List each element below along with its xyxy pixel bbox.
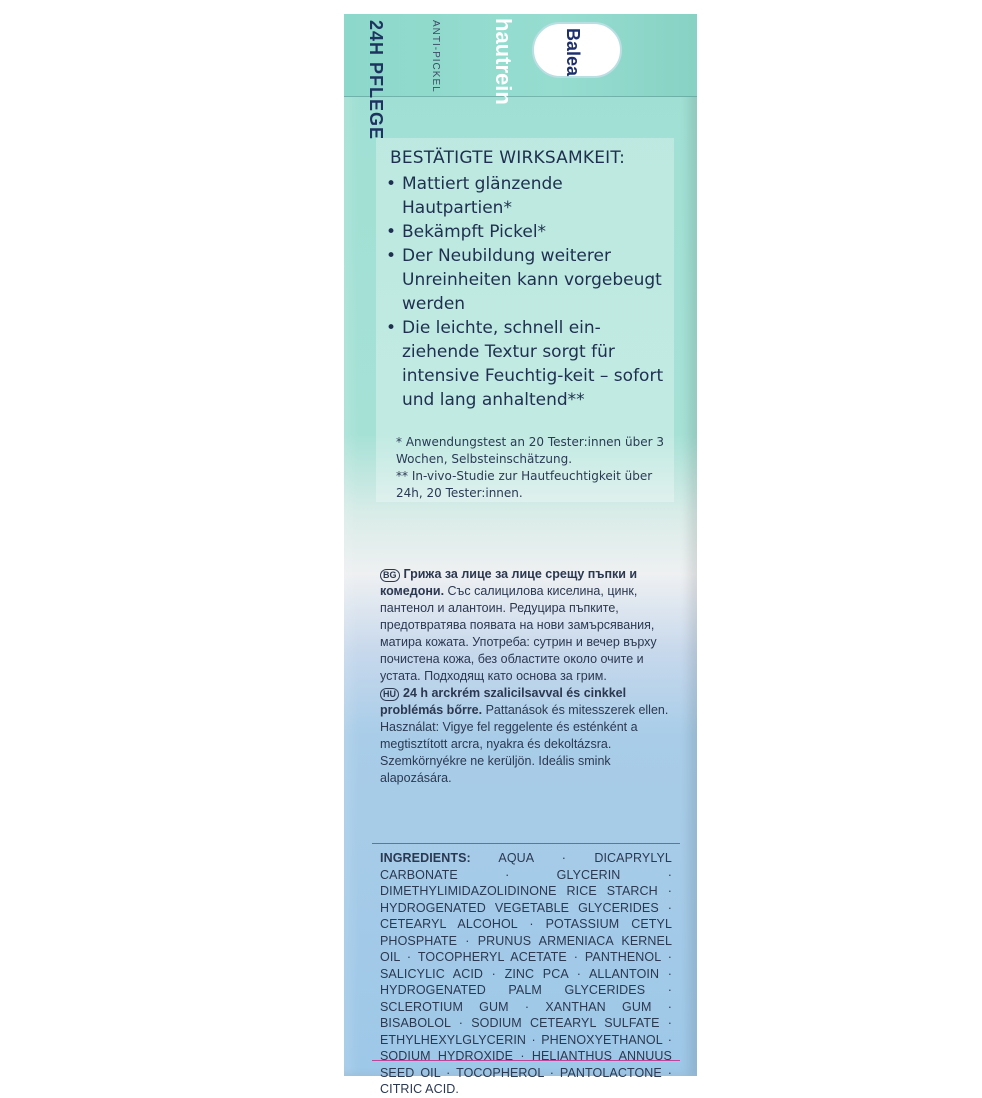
product-line-label: hautrein <box>491 18 516 105</box>
claim-item: • Bekämpft Pickel* <box>386 222 547 242</box>
claim-item: • Der Neubildung weiterer Unreinheiten kann vorgebeugt werden <box>386 246 662 314</box>
footnote: * Anwendungstest an 20 Tester:innen über 3 Wochen, Selbsteinschätzung. <box>396 435 664 466</box>
claims-footnotes <box>396 434 682 502</box>
description-bg: BG Грижа за лице за лице срещу пъпки и комедони. Със салицилова киселина, цинк, пантенол и алантоин. Редуцира пъпките, предотвратява появата на нови замърсявания, матира кожата. Употреба: сутрин и вечер върху почистена кожа, без областите около очите и устата. Подходящ като основа за грим. <box>380 567 657 683</box>
claim-item: • Die leichte, schnell ein-ziehende Textur sorgt für intensive Feuchtig-keit – sofort und lang anhaltend** <box>386 318 664 410</box>
product-name: 24H PFLEGE <box>366 20 386 141</box>
ingredients-label: INGREDIENTS: <box>380 851 471 865</box>
claims-title: BESTÄTIGTE WIRKSAMKEIT: <box>390 148 625 168</box>
footnote: ** In-vivo-Studie zur Hautfeuchtigkeit über 24h, 20 Tester:innen. <box>396 469 653 500</box>
box-top-flap <box>344 14 697 97</box>
brand-logo: Balea <box>563 28 583 77</box>
description-hu: HU 24 h arckrém szalicilsavval és cinkkel problémás bőrre. Pattanások és mitesszerek ellen. Használat: Vigye fel reggelente és esténként a megtisztított arcra, nyakra és dekoltázsra. Szemkörnyékre ne kerüljön. Ideális smink alapozására. <box>380 686 669 785</box>
claims-list <box>386 172 676 412</box>
claim-item: • Mattiert glänzende Hautpartien* <box>386 174 563 218</box>
translated-descriptions <box>380 566 680 787</box>
lang-badge-hu: HU <box>380 688 399 701</box>
lang-badge-bg: BG <box>380 569 400 582</box>
product-subtitle: ANTI-PICKEL <box>430 20 441 93</box>
ingredients-list: INGREDIENTS: AQUA · DICAPRYLYL CARBONATE · GLYCERIN · DIMETHYLIMIDAZOLIDINONE RICE STARCH · HYDROGENATED VEGETABLE GLYCERIDES · CETEARYL ALCOHOL · POTASSIUM CETYL PHOSPHATE · PRUNUS ARMENIACA KERNEL OIL · TOCOPHERYL ACETATE · PANTHENOL · SALICYLIC ACID · ZINC PCA · ALLANTOIN · HYDROGENATED PALM GLYCERIDES · SCLEROTIUM GUM · XANTHAN GUM · BISABOLOL · SODIUM CETEARYL SULFATE · ETHYLHEXYLGLYCERIN · PHENOXYETHANOL · SODIUM HYDROXIDE · HELIANTHUS ANNUUS SEED OIL · TOCOPHEROL · PANTOLACTONE · CITRIC ACID. <box>380 851 672 1096</box>
